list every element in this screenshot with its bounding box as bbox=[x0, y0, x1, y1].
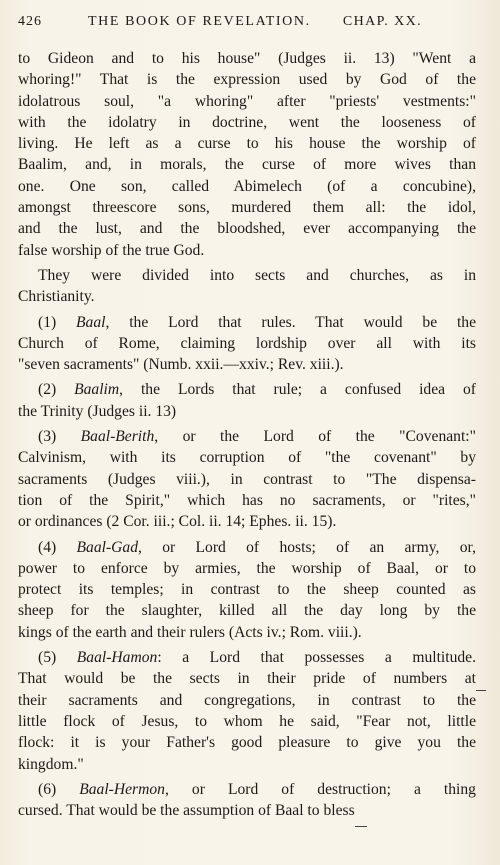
text-line: protect its temples; in contrast to the sheep counted as bbox=[18, 581, 476, 599]
margin-mark bbox=[355, 826, 367, 827]
text-line: false worship of the true God. bbox=[18, 241, 205, 259]
italic-name: Baal bbox=[76, 313, 106, 331]
text-line: tion of the Spirit," which has no sacraments, or "rites," bbox=[18, 491, 476, 509]
text-line: Baalim, and, in morals, the curse of more wives than bbox=[18, 156, 476, 174]
page-number: 426 bbox=[18, 14, 42, 29]
text-line: (4) Baal-Gad, or Lord of hosts; of an army, or, bbox=[38, 538, 476, 556]
text-line: idolatrous soul, "a whoring" after "priests' vestments:" bbox=[18, 92, 476, 110]
chapter-label: CHAP. XX. bbox=[342, 14, 422, 29]
text-line: their sacraments and congregations, in contrast to the bbox=[18, 691, 476, 709]
text-line: (3) Baal-Berith, or the Lord of the "Covenant:" bbox=[38, 428, 476, 446]
text-line: little flock of Jesus, to whom he said, "Fear not, little bbox=[18, 712, 476, 730]
text-line: to Gideon and to his house" (Judges ii. 13) "Went a bbox=[18, 50, 476, 67]
text-line: (2) Baalim, the Lords that rule; a confused idea of bbox=[38, 381, 476, 399]
italic-name: Baal-Hamon bbox=[76, 649, 158, 667]
italic-name: Baalim bbox=[74, 381, 120, 399]
text-line: They were divided into sects and churches, as in bbox=[38, 266, 476, 284]
text-line: (1) Baal, the Lord that rules. That would be the bbox=[38, 313, 476, 331]
italic-name: Baal-Gad bbox=[76, 538, 138, 556]
text-line: (5) Baal-Hamon: a Lord that possesses a multitude. bbox=[38, 649, 476, 667]
text-line: kingdom." bbox=[18, 755, 84, 773]
text-line: one. One son, called Abimelech (of a concubine), bbox=[18, 177, 476, 195]
text-line: flock: it is your Father's good pleasure to give you the bbox=[18, 734, 476, 752]
text-line: Church of Rome, claiming lordship over all with its bbox=[18, 334, 476, 352]
text-line: and the lust, and the bloodshed, ever accompanying the bbox=[18, 220, 476, 238]
text-line: kings of the earth and their rulers (Acts iv.; Rom. viii.). bbox=[18, 623, 362, 641]
text-line: Christianity. bbox=[18, 288, 95, 306]
text-line: the Trinity (Judges ii. 13) bbox=[18, 402, 177, 420]
running-header bbox=[18, 14, 482, 36]
body-text bbox=[18, 48, 476, 821]
italic-name: Baal-Hermon bbox=[79, 780, 165, 798]
text-line: amongst threescore sons, murdered them all: the idol, bbox=[18, 199, 476, 217]
text-line: Calvinism, with its corruption of "the covenant" by bbox=[18, 449, 476, 467]
running-title: THE BOOK OF REVELATION. bbox=[88, 14, 311, 29]
text-line: with the idolatry in doctrine, went the looseness of bbox=[18, 113, 476, 131]
text-line: That would be the sects in their pride of numbers at bbox=[18, 670, 476, 688]
text-line: power to enforce by armies, the worship of Baal, or to bbox=[18, 559, 476, 577]
text-line: sheep for the slaughter, killed all the day long by the bbox=[18, 602, 476, 620]
text-line: "seven sacraments" (Numb. xxii.—xxiv.; Rev. xiii.). bbox=[18, 356, 344, 374]
margin-mark bbox=[476, 690, 486, 691]
text-line: whoring!" That is the expression used by God of the bbox=[18, 71, 476, 89]
text-line: (6) Baal-Hermon, or Lord of destruction; a thing bbox=[38, 780, 476, 798]
text-line: cursed. That would be the assumption of Baal to bless bbox=[18, 802, 355, 820]
text-line: or ordinances (2 Cor. iii.; Col. ii. 14; Ephes. ii. 15). bbox=[18, 513, 337, 531]
italic-name: Baal-Berith bbox=[80, 428, 155, 446]
text-line: living. He left as a curse to his house the worship of bbox=[18, 135, 476, 153]
text-line: sacraments (Judges viii.), in contrast to "The dispensa- bbox=[18, 470, 476, 488]
